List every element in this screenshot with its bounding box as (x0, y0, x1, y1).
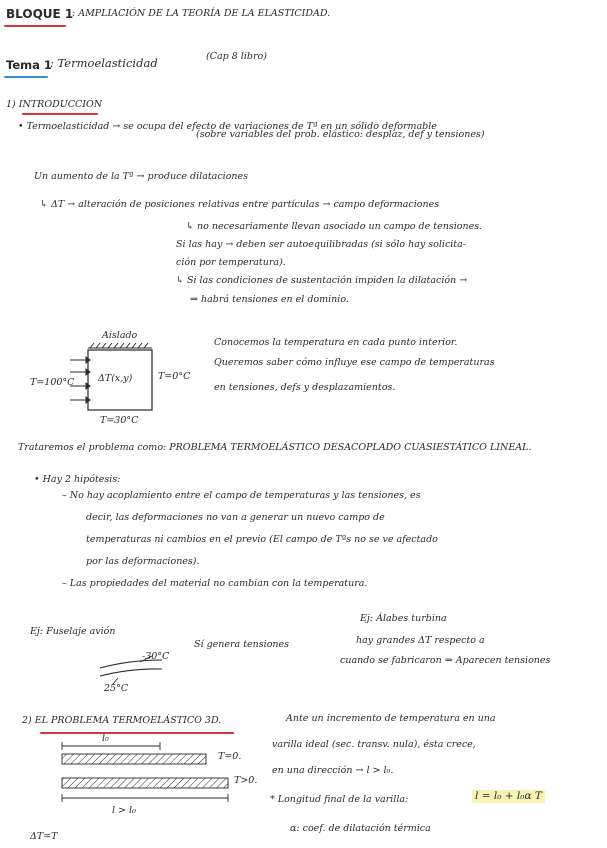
section2-text5: α: coef. de dilatación térmica (290, 823, 431, 834)
section2-text2: varilla ideal (sec. transv. nula), ésta crece, (272, 739, 476, 750)
intro-p2: ↳ ΔT → alteración de posiciones relativas entre partículas → campo deformaciones (40, 199, 440, 210)
problem-line: Trataremos el problema como: PROBLEMA TERMOELÁSTICO DESACOPLADO CUASIESTÁTICO LINEAL. (18, 442, 532, 453)
section2-text1: Ante un incremento de temperatura en una (286, 713, 496, 724)
thermal-expansion-formula: l = l₀ + l₀α T (472, 790, 545, 803)
example2-label: Ej: Álabes turbina (360, 613, 447, 624)
hyp1-line4: por las deformaciones). (86, 556, 200, 567)
rod-l-label: l > l₀ (112, 805, 136, 816)
delta-t-label: ΔT=T (30, 831, 58, 842)
example2-text2: cuando se fabricaron ⇒ Aparecen tensiones (340, 655, 551, 666)
fig-top-label: Aislado (102, 330, 138, 341)
rod1-temp: T=0. (218, 751, 242, 762)
section2-heading: 2) EL PROBLEMA TERMOELÁSTICO 3D. (22, 715, 222, 726)
fig-bottom-label: T=30°C (100, 415, 139, 426)
intro-bullet-line1: • Termoelasticidad → se ocupa del efecto de variaciones de Tª en un sólido deformable (18, 121, 437, 132)
example2-text1: hay grandes ΔT respecto a (356, 635, 485, 646)
section2-text3: en una dirección → l > l₀. (272, 765, 394, 776)
hyp1-line3: temperaturas ni cambios en el previo (El campo de Tªs no se ve afectado (86, 534, 438, 545)
example1-temp-inside: 25°C (104, 683, 129, 694)
fig-center-label: ΔT(x,y) (98, 373, 133, 384)
rod2-temp: T>0. (234, 775, 258, 786)
hyp1-line2: decir, las deformaciones no van a generar un nuevo campo de (86, 512, 385, 523)
intro-p5: ción por temperatura). (176, 257, 286, 268)
example1-label: Ej: Fuselaje avión (30, 626, 116, 637)
bloque-label: BLOQUE 1 (6, 7, 74, 21)
rod-l0-label: l₀ (102, 733, 109, 744)
bloque-title: : AMPLIACIÓN DE LA TEORÍA DE LA ELASTICIDAD. (72, 8, 331, 19)
hyp1-line1: – No hay acoplamiento entre el campo de temperaturas y las tensiones, es (62, 490, 421, 501)
fig-text3: en tensiones, defs y desplazamientos. (214, 382, 396, 393)
section1-heading: 1) INTRODUCCIÓN (6, 99, 103, 110)
fig-text1: Conocemos la temperatura en cada punto interior. (214, 337, 458, 348)
example1-result: Sí genera tensiones (194, 639, 290, 650)
fig-right-label: T=0°C (158, 371, 191, 382)
section2-text4: * Longitud final de la varilla: (270, 794, 409, 805)
hyp2-line: – Las propiedades del material no cambian con la temperatura. (62, 578, 368, 589)
intro-bullet-line2: (sobre variables del prob. elástico: desplaz, def y tensiones) (196, 129, 485, 140)
tema-ref: (Cap 8 libro) (206, 51, 267, 62)
example1-temp-outside: -30°C (142, 651, 170, 662)
tema-label: Tema 1 (6, 58, 52, 72)
intro-p4: Si las hay → deben ser autoequilibradas (si sólo hay solicita- (176, 239, 467, 250)
hypotheses-title: • Hay 2 hipótesis: (34, 474, 121, 485)
intro-p6: ↳ Si las condiciones de sustentación impiden la dilatación → (176, 275, 468, 286)
intro-p7: ⇒ habrá tensiones en el dominio. (190, 294, 349, 305)
fig-text2: Queremos saber cómo influye ese campo de temperaturas (214, 357, 495, 368)
intro-p3: ↳ no necesariamente llevan asociado un campo de tensiones. (186, 221, 483, 232)
tema-title: : Termoelasticidad (50, 56, 158, 70)
fig-left-label: T=100°C (30, 377, 75, 388)
intro-p1: Un aumento de la Tª → produce dilataciones (34, 171, 249, 182)
